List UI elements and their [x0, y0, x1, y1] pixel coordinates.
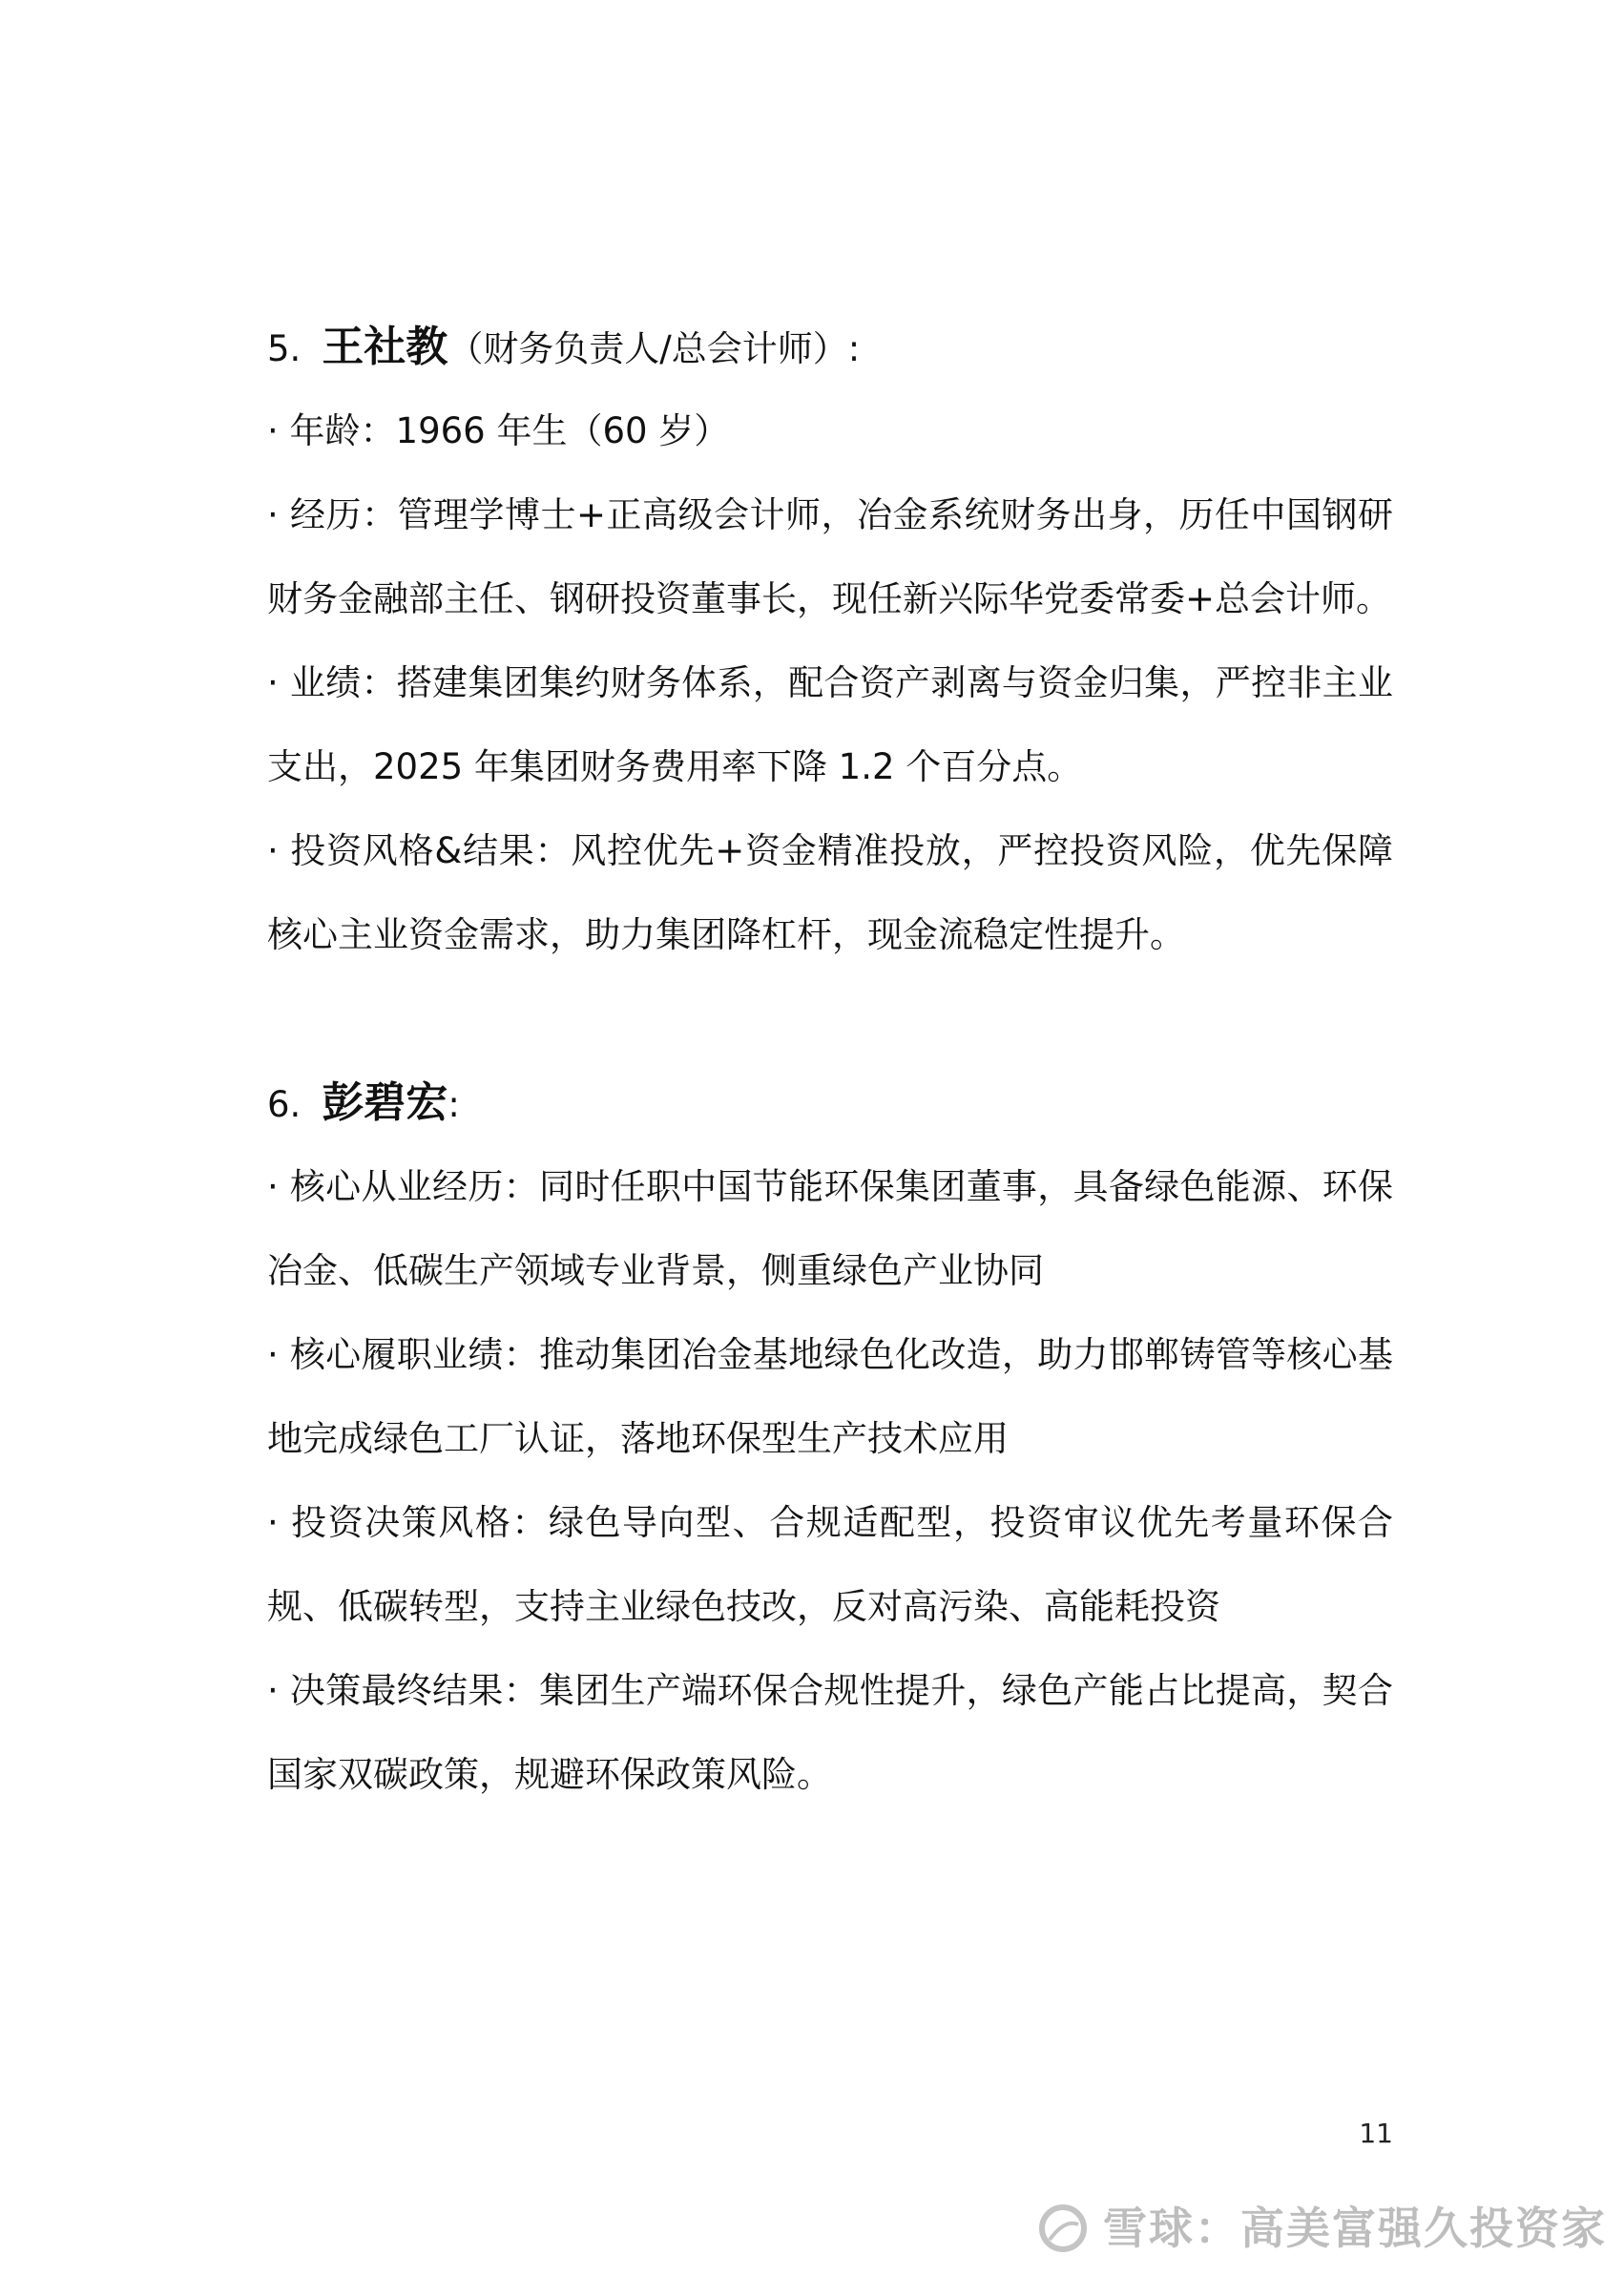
person-role: （财务负责人/总会计师）: [448, 328, 861, 369]
bullet-paragraph: · 核心从业经历：同时任职中国节能环保集团董事，具备绿色能源、环保冶金、低碳生产领域专业背景，侧重绿色产业协同 [267, 1166, 1393, 1291]
document-content [267, 305, 1393, 1817]
bullet-paragraph: · 业绩：搭建集团集约财务体系，配合资产剥离与资金归集，严控非主业支出，2025 年集团财务费用率下降 1.2 个百分点。 [267, 662, 1393, 787]
watermark-text: 雪球：高美富强久投资家 [1103, 2203, 1607, 2254]
bullet-paragraph: · 经历：管理学博士+正高级会计师，冶金系统财务出身，历任中国钢研财务金融部主任、钢研投资董事长，现任新兴际华党委常委+总会计师。 [267, 494, 1393, 619]
snowball-logo-icon [1036, 2202, 1090, 2255]
person-role: : [448, 1084, 460, 1125]
page-number: 11 [1359, 2118, 1393, 2149]
bullet-paragraph: · 年龄：1966 年生（60 岁） [267, 410, 730, 451]
bullet-paragraph: · 核心履职业绩：推动集团冶金基地绿色化改造，助力邯郸铸管等核心基地完成绿色工厂认证，落地环保型生产技术应用 [267, 1334, 1393, 1459]
section-number: 6. [267, 1084, 302, 1125]
section-spacer [267, 977, 1393, 1061]
person-name: 彭碧宏 [322, 1078, 448, 1127]
section-heading [267, 305, 1393, 389]
section-heading [267, 1061, 1393, 1145]
section-number: 5. [267, 328, 302, 369]
watermark [1036, 2198, 1607, 2259]
person-name: 王社教 [322, 323, 448, 371]
bullet-paragraph: · 投资风格&结果：风控优先+资金精准投放，严控投资风险，优先保障核心主业资金需求，助力集团降杠杆，现金流稳定性提升。 [267, 830, 1393, 955]
bullet-paragraph: · 决策最终结果：集团生产端环保合规性提升，绿色产能占比提高，契合国家双碳政策，规避环保政策风险。 [267, 1670, 1393, 1795]
bullet-paragraph: · 投资决策风格：绿色导向型、合规适配型，投资审议优先考量环保合规、低碳转型，支持主业绿色技改，反对高污染、高能耗投资 [267, 1502, 1393, 1627]
